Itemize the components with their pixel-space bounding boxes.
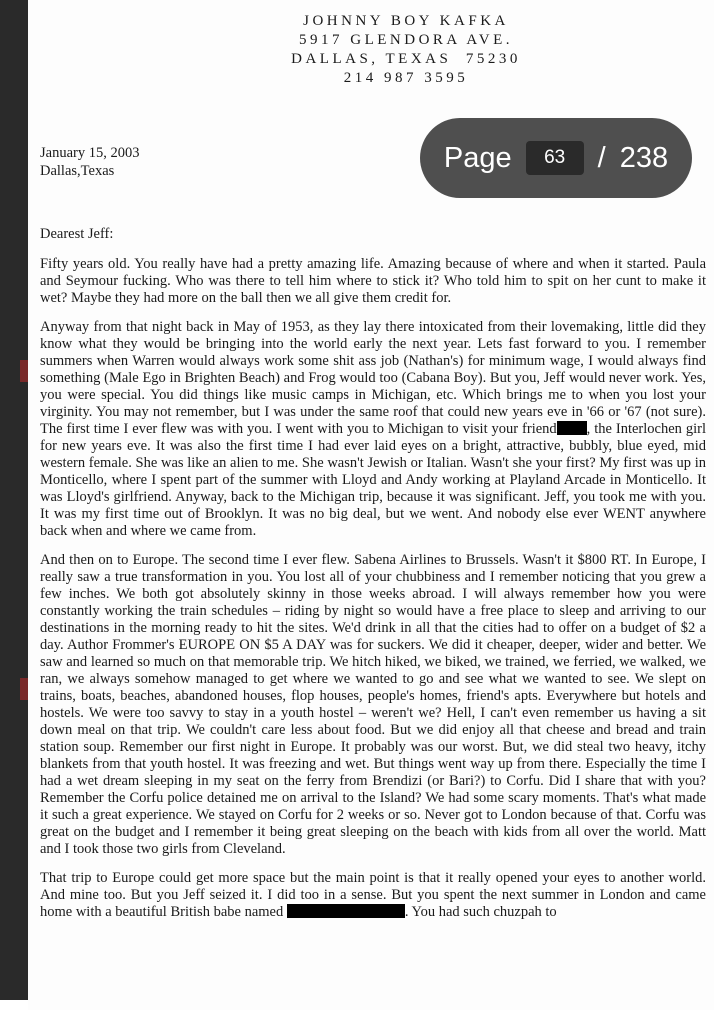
paragraph-text: . You had such chuzpah to [404,904,557,920]
paragraph-text: Anyway from that night back in May of 1953, as they lay there intoxicated from their lovemaking, little did they know what they would be bringing into the world early the next year. Lets fast forward to you. I remember summers when Warren would always work some shit ass job (Nathan's) for minimum wage, I would always find something (Male Ego in Brighten Beach) and Frog would too (Cabana Boy). But you, Jeff would never work. Yes, you were special. You did things like music camps in Michigan, etc. Which brings me to when you lost your virginity. You may not remember, but I was under the same roof that could new years eve in '66 or '67 (not sure). The first time I ever flew was with you. I went with you to Michigan to visit your friend [40,319,706,437]
paragraph: And then on to Europe. The second time I ever flew. Sabena Airlines to Brussels. Wasn't it $800 RT. In Europe, I really saw a true transformation in you. You lost all of your chubbiness and I remember noticing that you grew a few inches. We both got absolutely skinny in those weeks abroad. I will always remember how you were constantly working the train schedules – riding by night so would have a free place to sleep and arriving to our destinations in the morning ready to hit the sites. We'd drink in all that the cities had to offer on a budget of $2 a day. Author Frommer's EUROPE ON $5 A DAY was for suckers. We did it cheaper, deeper, wider and better. We saw and learned so much on that memorable trip. We hitch hiked, we biked, we trained, we ferried, we walked, we ran, we always somehow managed to get where we wanted to go and see what we wanted to see. We slept on trains, boats, beaches, abandoned houses, flop houses, people's homes, friend's apts. Everywhere but hotels and hostels. We were too savvy to stay in a youth hostel – weren't we? Hell, I can't even remember us having a sit down meal on that trip. We couldn't care less about food. But we did enjoy all that cheese and bread and train station soup. Remember our first night in Europe. It probably was our worst. But, we did steal two heavy, itchy blankets from that youth hostel. It was freezing and wet. But things went way up from there. Especially the time I had a wet dream sleeping in my seat on the ferry from Brendizi (or Bari?) to Corfu. Did I share that with you? Remember the Corfu police detained me on arrival to the Island? We had some scary moments. That's what made it such a great experience. We stayed on Corfu for 2 weeks or so. Never got to London because of that. Corfu was great on the budget and I remember it being great sleeping on the beach with kids from all over the world. Matt and I took those two girls from Cleveland. [40,552,706,857]
redaction-box [287,904,405,918]
paragraph [40,319,706,540]
viewer-sidebar-strip [0,0,28,1000]
letter-place: Dallas,Texas [40,163,115,179]
paragraph [40,870,706,921]
page-separator: / [597,141,606,174]
page-total: 238 [619,141,669,174]
letterhead-street: 5917 GLENDORA AVE. [299,32,513,48]
bookmark-marker[interactable] [20,678,28,700]
letterhead-city: DALLAS, TEXAS 75230 [291,51,521,67]
greeting: Dearest Jeff: [40,226,114,242]
page-label: Page [443,141,512,174]
paragraph-text: , the Interlochen girl for new years eve. It was also the first time I had ever laid eyes on a bright, attractive, bubbly, blue eyed, mid western female. She was like an alien to me. She wasn't Jewish or Italian. Wasn't she your first? My first was up in Monticello, where I spent part of the summer with Lloyd and Andy working at Playland Arcade in Monticello. It was Lloyd's girlfriend. Anyway, back to the Michigan trip, because it was significant. Jeff, you took me with you. It was my first time out of Brooklyn. It was no big deal, but we went. And nobody else ever WENT anywhere back when and where we came from. [40,421,706,539]
page-indicator [420,118,692,198]
paragraph-text: That trip to Europe could get more space but the main point is that it really opened your eyes to another world. And mine too. But you Jeff seized it. I did too in a sense. But you spent the next summer in London and came home with a beautiful British babe named [40,870,706,920]
letterhead-name: JOHNNY BOY KAFKA [303,13,509,29]
page-number-input[interactable]: 63 [526,141,584,175]
letter-date: January 15, 2003 [40,145,140,161]
paragraph: Fifty years old. You really have had a pretty amazing life. Amazing because of where and when it started. Paula and Seymour fucking. Who was there to tell him where to stick it? Who told him to spit on her cunt to make it wet? Maybe they had more on the ball then we all give them credit for. [40,256,706,306]
bookmark-marker[interactable] [20,360,28,382]
redaction-box [557,421,587,435]
letterhead-phone: 214 987 3595 [343,70,469,86]
